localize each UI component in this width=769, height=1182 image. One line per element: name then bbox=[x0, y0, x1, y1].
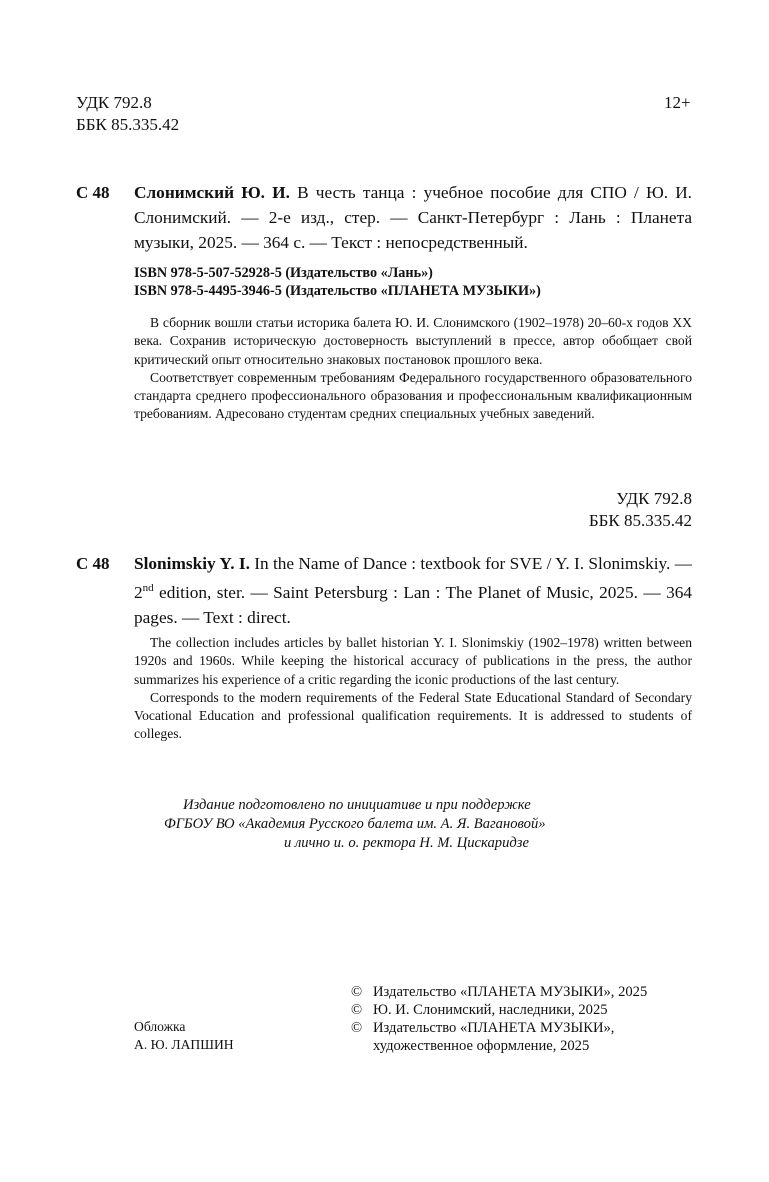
support-line-2: ФГБОУ ВО «Академия Русского балета им. А. Я. Вагановой» bbox=[164, 816, 546, 832]
en-edition-suffix: nd bbox=[142, 582, 154, 594]
copyright-icon: © bbox=[351, 984, 363, 1000]
isbn-planet: ISBN 978-5-4495-3946-5 (Издательство «ПЛАНЕТА МУЗЫКИ») bbox=[134, 283, 541, 299]
copyright-icon: © bbox=[351, 1002, 363, 1018]
copyright-design-line-2: художественное оформление, 2025 bbox=[373, 1038, 590, 1054]
author-mark: С 48 bbox=[76, 183, 110, 202]
copyright-line bbox=[351, 1001, 647, 1019]
en-author-mark: С 48 bbox=[76, 554, 110, 573]
en-author: Slonimskiy Y. I. bbox=[134, 554, 250, 573]
ru-bibliographic-entry bbox=[134, 180, 692, 255]
copyright-publisher: Издательство «ПЛАНЕТА МУЗЫКИ», 2025 bbox=[373, 984, 648, 1000]
mid-bbk-code: ББК 85.335.42 bbox=[588, 511, 692, 530]
ru-abstract-p2: Соответствует современным требованиям Федерального государственного образовательного стандарта среднего профессионального образования и профессиональным квалификационным требованиям. Адресовано студентам средних специальных учебных заведений. bbox=[134, 369, 692, 422]
copyright-line bbox=[351, 1019, 647, 1055]
header-classification bbox=[76, 92, 179, 136]
mid-udk-code: УДК 792.8 bbox=[616, 489, 692, 508]
copyright-icon: © bbox=[351, 1020, 363, 1036]
copyright-design-line-1: Издательство «ПЛАНЕТА МУЗЫКИ», bbox=[373, 1020, 615, 1036]
ru-abstract bbox=[134, 314, 692, 424]
cover-credit bbox=[134, 1018, 234, 1054]
en-entry-text-2: edition, ster. — Saint Petersburg : Lan : The Planet of Music, 2025. — 364 pages. — Text : direct. bbox=[134, 582, 692, 627]
copyright-design bbox=[373, 1019, 614, 1055]
copyright-block bbox=[351, 983, 647, 1055]
en-entry-text-1: In the Name of Dance : textbook for SVE / Y. I. Slonimskiy. — 2 bbox=[134, 554, 692, 602]
ru-abstract-p1: В сборник вошли статьи историка балета Ю. И. Слонимского (1902–1978) 20–60-х годов XX века. Сохранив историческую достоверность выступлений в прессе, автор обобщает свой критический опыт относительно знаковых постановок прошлого века. bbox=[134, 315, 692, 367]
ru-author: Слонимский Ю. И. bbox=[134, 183, 290, 202]
en-abstract-p1: The collection includes articles by ballet historian Y. I. Slonimskiy (1902–1978) written between 1920s and 1960s. While keeping the historical accuracy of publications in the press, the author summarizes his experience of a critic regarding the iconic productions of the last century. bbox=[134, 635, 692, 687]
udk-code: УДК 792.8 bbox=[76, 93, 152, 112]
support-line-1: Издание подготовлено по инициативе и при поддержке bbox=[183, 797, 531, 813]
copyright-line bbox=[351, 983, 647, 1001]
en-abstract-p2: Corresponds to the modern requirements of the Federal State Educational Standard of Secondary Vocational Education and professional qualification requirements. It is addressed to students of colleges. bbox=[134, 689, 692, 742]
mid-classification bbox=[500, 488, 692, 532]
cover-artist: А. Ю. ЛАПШИН bbox=[134, 1037, 234, 1052]
bbk-code: ББК 85.335.42 bbox=[76, 115, 180, 134]
cover-label: Обложка bbox=[134, 1019, 186, 1034]
isbn-lan: ISBN 978-5-507-52928-5 (Издательство «Лань») bbox=[134, 265, 433, 281]
isbn-block bbox=[134, 264, 541, 300]
age-rating: 12+ bbox=[664, 93, 691, 112]
en-abstract bbox=[134, 634, 692, 744]
support-line-3: и лично и. о. ректора Н. М. Цискаридзе bbox=[284, 835, 529, 851]
copyright-heirs: Ю. И. Слонимский, наследники, 2025 bbox=[373, 1002, 608, 1018]
ru-entry-text: В честь танца : учебное пособие для СПО / Ю. И. Слонимский. — 2-е изд., стер. — Санкт-Петербург : Лань : Планета музыки, 2025. — 364 с. — Текст : непосредственный. bbox=[134, 183, 692, 252]
en-bibliographic-entry bbox=[134, 551, 692, 630]
